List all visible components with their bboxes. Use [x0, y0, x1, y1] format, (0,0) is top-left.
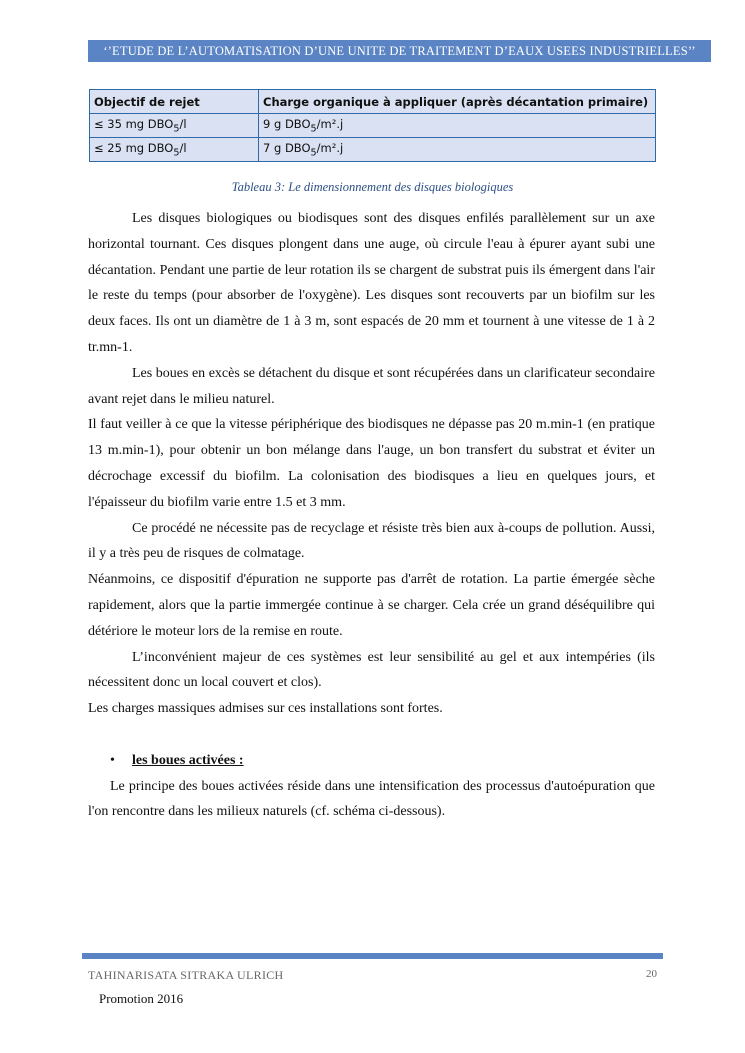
page-number: 20 — [646, 968, 657, 980]
column-header: Objectif de rejet — [90, 90, 259, 114]
table-cell: ≤ 25 mg $DBO_5/l$ — [90, 138, 259, 162]
bullet-item — [88, 748, 655, 774]
table-caption: Tableau 3: Le dimensionnement des disques biologiques — [231, 180, 514, 194]
footer-divider — [82, 953, 663, 959]
blank-line — [88, 722, 655, 748]
section-heading: les boues activées : — [132, 752, 244, 768]
paragraph: Il faut veiller à ce que la vitesse périphérique des biodisques ne dépasse pas 20 m.min-1 (en pratique 13 m.min-1), pour obtenir un bon mélange dans l'auge, un bon transfert du substrat et éviter un décrochage excessif du biofilm. La colonisation des biodisques a lieu en quelques jours, et l'épaisseur du biofilm varie entre 1.5 et 3 mm. — [88, 417, 655, 510]
paragraph: Les disques biologiques ou biodisques sont des disques enfilés parallèlement sur un axe horizontal tournant. Ces disques plongent dans une auge, où circule l'eau à épurer ayant subi une décantation. Pendant une partie de leur rotation ils se chargent de substrat puis ils émergent dans l'air le reste du temps (pour absorber de l'oxygène). Les disques sont recouverts par un biofilm sur les deux faces. Ils ont un diamètre de 1 à 3 m, sont espacés de 20 mm et tournent à une vitesse de 1 à 2 tr.mn-1. — [88, 211, 655, 355]
bullet-icon: • — [110, 752, 115, 768]
table-cell: 9 g $DBO_5/m^2.j$ — [259, 114, 656, 138]
paragraph: L’inconvénient majeur de ces systèmes est leur sensibilité au gel et aux intempéries (ils nécessitent donc un local couvert et clos). — [88, 649, 655, 691]
table-row — [90, 114, 656, 138]
table-row — [90, 138, 656, 162]
footer-author: TAHINARISATA SITRAKA ULRICH — [88, 968, 284, 982]
dimensioning-table — [89, 89, 656, 162]
paragraph: Néanmoins, ce dispositif d'épuration ne supporte pas d'arrêt de rotation. La partie émergée sèche rapidement, alors que la partie immergée continue à se charger. Cela crée un grand déséquilibre qui détériore le moteur lors de la remise en route. — [88, 572, 655, 639]
footer-promotion: Promotion 2016 — [99, 991, 184, 1006]
body-text — [88, 206, 655, 825]
paragraph: Ce procédé ne nécessite pas de recyclage et résiste très bien aux à-coups de pollution. Aussi, il y a très peu de risques de colmatage. — [88, 520, 655, 562]
table-header-row — [90, 90, 656, 114]
table-cell: 7 g $DBO_5/m^2.j$ — [259, 138, 656, 162]
paragraph: Les boues en excès se détachent du disque et sont récupérées dans un clarificateur secondaire avant rejet dans le milieu naturel. — [88, 365, 655, 407]
paragraph: Le principe des boues activées réside dans une intensification des processus d'autoépuration que l'on rencontre dans les milieux naturels (cf. schéma ci-dessous). — [88, 778, 655, 820]
running-header: ‘’ETUDE DE L’AUTOMATISATION D’UNE UNITE DE TRAITEMENT D’EAUX USEES INDUSTRIELLES’’ — [88, 40, 711, 62]
table-cell: ≤ 35 mg $DBO_5/l$ — [90, 114, 259, 138]
paragraph: Les charges massiques admises sur ces installations sont fortes. — [88, 701, 443, 717]
column-header: Charge organique à appliquer (après décantation primaire) — [259, 90, 656, 114]
